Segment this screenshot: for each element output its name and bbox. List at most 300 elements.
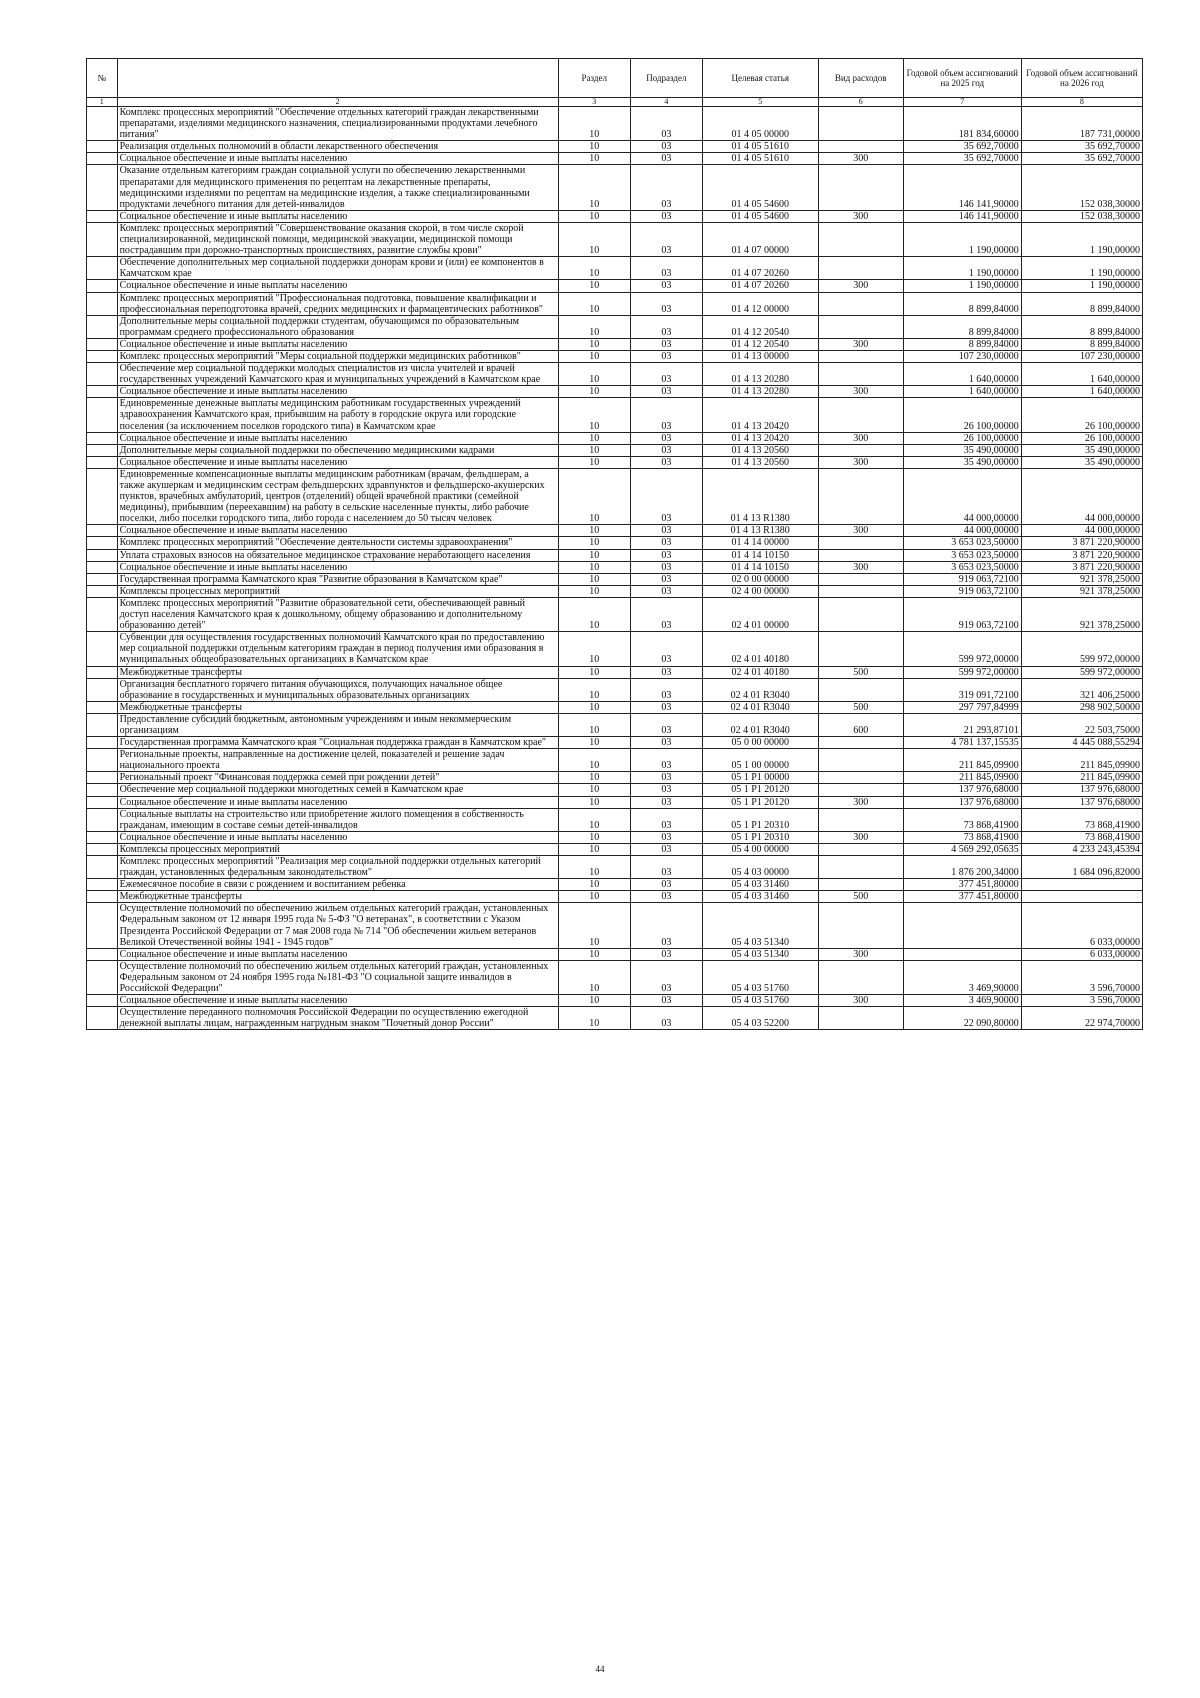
table-row — [87, 796, 1143, 808]
col-index: 3 — [558, 98, 630, 107]
cell-podrazdel: 03 — [630, 796, 702, 808]
cell-expense-type — [818, 141, 903, 153]
cell-expense-type — [818, 468, 903, 524]
cell-expense-type — [818, 737, 903, 749]
table-row — [87, 843, 1143, 855]
cell-amount-2025: 8 899,84000 — [903, 315, 1021, 338]
cell-target-article: 02 4 01 00000 — [702, 597, 818, 631]
cell-amount-2025: 1 640,00000 — [903, 386, 1021, 398]
cell-target-article: 01 4 12 00000 — [702, 292, 818, 315]
cell-podrazdel: 03 — [630, 165, 702, 210]
cell-name: Социальное обеспечение и иные выплаты населению — [117, 796, 558, 808]
table-row — [87, 107, 1143, 141]
cell-target-article: 05 1 P1 20310 — [702, 831, 818, 843]
table-row — [87, 856, 1143, 879]
table-row — [87, 678, 1143, 701]
cell-amount-2026: 73 868,41900 — [1021, 831, 1142, 843]
cell-podrazdel: 03 — [630, 107, 702, 141]
cell-amount-2026: 1 640,00000 — [1021, 363, 1142, 386]
cell-name: Социальное обеспечение и иные выплаты населению — [117, 995, 558, 1007]
cell-razdel: 10 — [558, 573, 630, 585]
col-index: 2 — [117, 98, 558, 107]
cell-num — [87, 856, 118, 879]
table-row — [87, 432, 1143, 444]
table-row — [87, 573, 1143, 585]
column-index-row — [87, 98, 1143, 107]
cell-num — [87, 784, 118, 796]
cell-razdel: 10 — [558, 749, 630, 772]
cell-amount-2025: 377 451,80000 — [903, 891, 1021, 903]
cell-podrazdel: 03 — [630, 363, 702, 386]
col-index: 5 — [702, 98, 818, 107]
table-row — [87, 737, 1143, 749]
cell-target-article: 01 4 13 00000 — [702, 350, 818, 362]
cell-num — [87, 831, 118, 843]
cell-podrazdel: 03 — [630, 386, 702, 398]
cell-num — [87, 891, 118, 903]
cell-num — [87, 843, 118, 855]
cell-name: Осуществление переданного полномочия Российской Федерации по осуществлению ежегодной денежной выплаты лицам, награжденным нагрудным знаком "Почетный донор России" — [117, 1007, 558, 1030]
cell-podrazdel: 03 — [630, 222, 702, 256]
cell-expense-type: 300 — [818, 456, 903, 468]
cell-expense-type — [818, 678, 903, 701]
cell-target-article: 05 4 03 51340 — [702, 903, 818, 948]
table-row — [87, 831, 1143, 843]
table-row — [87, 456, 1143, 468]
cell-target-article: 05 1 P1 20120 — [702, 784, 818, 796]
cell-num — [87, 280, 118, 292]
cell-podrazdel: 03 — [630, 280, 702, 292]
cell-num — [87, 597, 118, 631]
cell-amount-2026: 1 190,00000 — [1021, 222, 1142, 256]
table-row — [87, 891, 1143, 903]
cell-expense-type: 300 — [818, 338, 903, 350]
cell-expense-type — [818, 632, 903, 666]
table-row — [87, 398, 1143, 432]
cell-amount-2026: 44 000,00000 — [1021, 525, 1142, 537]
col-header-target-article: Целевая статья — [702, 59, 818, 98]
cell-amount-2026: 22 974,70000 — [1021, 1007, 1142, 1030]
cell-podrazdel: 03 — [630, 456, 702, 468]
cell-podrazdel: 03 — [630, 585, 702, 597]
cell-amount-2026: 35 692,70000 — [1021, 141, 1142, 153]
cell-expense-type — [818, 597, 903, 631]
cell-razdel: 10 — [558, 153, 630, 165]
cell-target-article: 05 1 P1 20310 — [702, 808, 818, 831]
cell-expense-type: 300 — [818, 948, 903, 960]
cell-expense-type: 300 — [818, 525, 903, 537]
cell-razdel: 10 — [558, 856, 630, 879]
table-row — [87, 597, 1143, 631]
cell-amount-2025: 146 141,90000 — [903, 165, 1021, 210]
cell-razdel: 10 — [558, 784, 630, 796]
cell-name: Обеспечение мер социальной поддержки молодых специалистов из числа учителей и врачей государственных учреждений Камчатского края и муниципальных учреждений в Камчатском крае — [117, 363, 558, 386]
cell-amount-2025: 3 653 023,50000 — [903, 537, 1021, 549]
cell-podrazdel: 03 — [630, 960, 702, 994]
cell-expense-type — [818, 843, 903, 855]
table-row — [87, 561, 1143, 573]
table-row — [87, 666, 1143, 678]
cell-num — [87, 350, 118, 362]
cell-expense-type — [818, 784, 903, 796]
cell-expense-type: 300 — [818, 210, 903, 222]
cell-amount-2026: 1 190,00000 — [1021, 280, 1142, 292]
cell-target-article: 01 4 13 20560 — [702, 456, 818, 468]
cell-amount-2026: 8 899,84000 — [1021, 315, 1142, 338]
table-row — [87, 537, 1143, 549]
cell-podrazdel: 03 — [630, 549, 702, 561]
cell-target-article: 01 4 05 00000 — [702, 107, 818, 141]
cell-amount-2025: 599 972,00000 — [903, 632, 1021, 666]
cell-name: Социальное обеспечение и иные выплаты населению — [117, 153, 558, 165]
cell-razdel: 10 — [558, 537, 630, 549]
cell-podrazdel: 03 — [630, 398, 702, 432]
cell-podrazdel: 03 — [630, 891, 702, 903]
cell-expense-type — [818, 107, 903, 141]
cell-amount-2026: 187 731,00000 — [1021, 107, 1142, 141]
cell-num — [87, 107, 118, 141]
cell-amount-2025: 319 091,72100 — [903, 678, 1021, 701]
cell-podrazdel: 03 — [630, 808, 702, 831]
cell-razdel: 10 — [558, 107, 630, 141]
cell-expense-type — [818, 444, 903, 456]
cell-name: Социальное обеспечение и иные выплаты населению — [117, 456, 558, 468]
cell-amount-2026: 4 445 088,55294 — [1021, 737, 1142, 749]
cell-podrazdel: 03 — [630, 561, 702, 573]
cell-amount-2025: 297 797,84999 — [903, 701, 1021, 713]
cell-num — [87, 737, 118, 749]
cell-num — [87, 386, 118, 398]
cell-expense-type — [818, 960, 903, 994]
table-row — [87, 525, 1143, 537]
cell-name: Организация бесплатного горячего питания обучающихся, получающих начальное общее образование в государственных и муниципальных образовательных организациях — [117, 678, 558, 701]
cell-target-article: 01 4 13 R1380 — [702, 525, 818, 537]
cell-expense-type — [818, 165, 903, 210]
cell-target-article: 01 4 05 54600 — [702, 165, 818, 210]
cell-podrazdel: 03 — [630, 210, 702, 222]
table-row — [87, 995, 1143, 1007]
cell-razdel: 10 — [558, 315, 630, 338]
cell-expense-type — [818, 537, 903, 549]
cell-amount-2025: 377 451,80000 — [903, 879, 1021, 891]
cell-target-article: 02 4 01 R3040 — [702, 701, 818, 713]
cell-target-article: 05 4 03 51760 — [702, 960, 818, 994]
cell-name: Осуществление полномочий по обеспечению жильем отдельных категорий граждан, установленных Федеральным законом от 24 ноября 1995 года №181-ФЗ "О социальной защите инвалидов в Российской Федерации" — [117, 960, 558, 994]
cell-expense-type — [818, 772, 903, 784]
cell-amount-2026: 73 868,41900 — [1021, 808, 1142, 831]
cell-amount-2025: 8 899,84000 — [903, 338, 1021, 350]
cell-name: Социальное обеспечение и иные выплаты населению — [117, 338, 558, 350]
cell-expense-type — [818, 363, 903, 386]
cell-num — [87, 549, 118, 561]
table-row — [87, 549, 1143, 561]
cell-amount-2025: 4 569 292,05635 — [903, 843, 1021, 855]
cell-podrazdel: 03 — [630, 831, 702, 843]
cell-amount-2026: 6 033,00000 — [1021, 948, 1142, 960]
cell-amount-2025: 137 976,68000 — [903, 796, 1021, 808]
cell-expense-type — [818, 573, 903, 585]
cell-expense-type — [818, 879, 903, 891]
cell-razdel: 10 — [558, 796, 630, 808]
cell-expense-type — [818, 222, 903, 256]
cell-razdel: 10 — [558, 737, 630, 749]
cell-name: Социальное обеспечение и иные выплаты населению — [117, 831, 558, 843]
cell-name: Оказание отдельным категориям граждан социальной услуги по обеспечению лекарственными препаратами для медицинского применения по рецептам на лекарственные препараты, медицинскими изделиями по рецептам на медицинские изделия, а также специализированными продуктами лечебного питания для детей-инвалидов — [117, 165, 558, 210]
cell-razdel: 10 — [558, 350, 630, 362]
cell-razdel: 10 — [558, 210, 630, 222]
cell-amount-2025: 146 141,90000 — [903, 210, 1021, 222]
table-row — [87, 948, 1143, 960]
cell-num — [87, 573, 118, 585]
table-row — [87, 701, 1143, 713]
cell-num — [87, 772, 118, 784]
table-row — [87, 363, 1143, 386]
budget-table-sheet — [86, 58, 1143, 1030]
cell-razdel: 10 — [558, 549, 630, 561]
cell-podrazdel: 03 — [630, 525, 702, 537]
col-header-number: № — [87, 59, 118, 98]
budget-table — [86, 58, 1143, 1030]
table-row — [87, 165, 1143, 210]
cell-target-article: 05 4 03 31460 — [702, 879, 818, 891]
cell-target-article: 01 4 13 20560 — [702, 444, 818, 456]
cell-target-article: 05 1 00 00000 — [702, 749, 818, 772]
cell-podrazdel: 03 — [630, 713, 702, 736]
cell-amount-2026: 599 972,00000 — [1021, 632, 1142, 666]
cell-podrazdel: 03 — [630, 632, 702, 666]
cell-razdel: 10 — [558, 338, 630, 350]
cell-razdel: 10 — [558, 561, 630, 573]
cell-podrazdel: 03 — [630, 573, 702, 585]
cell-razdel: 10 — [558, 398, 630, 432]
table-row — [87, 749, 1143, 772]
cell-amount-2025: 1 640,00000 — [903, 363, 1021, 386]
cell-razdel: 10 — [558, 280, 630, 292]
cell-podrazdel: 03 — [630, 856, 702, 879]
cell-name: Комплекс процессных мероприятий "Реализация мер социальной поддержки отдельных категорий граждан, установленных федеральным законодательством" — [117, 856, 558, 879]
cell-target-article: 02 4 01 40180 — [702, 666, 818, 678]
cell-num — [87, 468, 118, 524]
cell-expense-type: 500 — [818, 701, 903, 713]
cell-expense-type — [818, 1007, 903, 1030]
col-index: 7 — [903, 98, 1021, 107]
cell-podrazdel: 03 — [630, 537, 702, 549]
cell-razdel: 10 — [558, 257, 630, 280]
cell-amount-2025: 1 190,00000 — [903, 222, 1021, 256]
cell-razdel: 10 — [558, 386, 630, 398]
cell-num — [87, 585, 118, 597]
cell-expense-type: 300 — [818, 153, 903, 165]
cell-amount-2026: 26 100,00000 — [1021, 398, 1142, 432]
cell-target-article: 02 4 01 40180 — [702, 632, 818, 666]
cell-target-article: 05 4 03 00000 — [702, 856, 818, 879]
cell-razdel: 10 — [558, 995, 630, 1007]
cell-name: Социальное обеспечение и иные выплаты населению — [117, 386, 558, 398]
cell-target-article: 01 4 12 20540 — [702, 315, 818, 338]
cell-podrazdel: 03 — [630, 432, 702, 444]
cell-target-article: 01 4 07 00000 — [702, 222, 818, 256]
cell-num — [87, 701, 118, 713]
cell-amount-2025: 599 972,00000 — [903, 666, 1021, 678]
cell-target-article: 05 1 P1 00000 — [702, 772, 818, 784]
cell-num — [87, 808, 118, 831]
col-header-razdel: Раздел — [558, 59, 630, 98]
cell-num — [87, 903, 118, 948]
cell-amount-2025: 1 190,00000 — [903, 280, 1021, 292]
cell-amount-2026 — [1021, 891, 1142, 903]
cell-amount-2026: 211 845,09900 — [1021, 772, 1142, 784]
cell-name: Социальное обеспечение и иные выплаты населению — [117, 948, 558, 960]
cell-name: Межбюджетные трансферты — [117, 666, 558, 678]
cell-amount-2026: 8 899,84000 — [1021, 292, 1142, 315]
table-row — [87, 350, 1143, 362]
col-header-podrazdel: Подраздел — [630, 59, 702, 98]
table-row — [87, 468, 1143, 524]
cell-num — [87, 525, 118, 537]
cell-num — [87, 948, 118, 960]
cell-name: Дополнительные меры социальной поддержки по обеспечению медицинскими кадрами — [117, 444, 558, 456]
cell-podrazdel: 03 — [630, 772, 702, 784]
cell-target-article: 05 4 03 31460 — [702, 891, 818, 903]
cell-amount-2026 — [1021, 879, 1142, 891]
cell-amount-2026: 137 976,68000 — [1021, 796, 1142, 808]
cell-target-article: 01 4 05 54600 — [702, 210, 818, 222]
cell-razdel: 10 — [558, 879, 630, 891]
cell-amount-2025: 181 834,60000 — [903, 107, 1021, 141]
cell-amount-2025: 919 063,72100 — [903, 597, 1021, 631]
cell-amount-2026: 152 038,30000 — [1021, 210, 1142, 222]
cell-amount-2026: 599 972,00000 — [1021, 666, 1142, 678]
cell-amount-2026: 26 100,00000 — [1021, 432, 1142, 444]
cell-num — [87, 666, 118, 678]
cell-amount-2025: 44 000,00000 — [903, 525, 1021, 537]
cell-num — [87, 456, 118, 468]
cell-name: Социальное обеспечение и иные выплаты населению — [117, 561, 558, 573]
table-row — [87, 585, 1143, 597]
cell-razdel: 10 — [558, 525, 630, 537]
cell-amount-2026: 3 596,70000 — [1021, 960, 1142, 994]
cell-name: Социальное обеспечение и иные выплаты населению — [117, 280, 558, 292]
cell-num — [87, 222, 118, 256]
cell-target-article: 01 4 14 10150 — [702, 549, 818, 561]
cell-target-article: 01 4 13 20420 — [702, 432, 818, 444]
cell-podrazdel: 03 — [630, 141, 702, 153]
cell-amount-2026: 3 596,70000 — [1021, 995, 1142, 1007]
cell-name: Комплексы процессных мероприятий — [117, 585, 558, 597]
cell-amount-2025: 3 469,90000 — [903, 960, 1021, 994]
cell-num — [87, 879, 118, 891]
cell-name: Предоставление субсидий бюджетным, автономным учреждениям и иным некоммерческим организациям — [117, 713, 558, 736]
cell-podrazdel: 03 — [630, 737, 702, 749]
cell-amount-2025: 3 653 023,50000 — [903, 561, 1021, 573]
cell-razdel: 10 — [558, 585, 630, 597]
cell-amount-2026: 921 378,25000 — [1021, 585, 1142, 597]
table-row — [87, 632, 1143, 666]
table-row — [87, 772, 1143, 784]
col-index: 6 — [818, 98, 903, 107]
cell-num — [87, 141, 118, 153]
cell-name: Социальные выплаты на строительство или приобретение жилого помещения в собственность гражданам, имеющим в составе семьи детей-инвалидов — [117, 808, 558, 831]
cell-podrazdel: 03 — [630, 749, 702, 772]
cell-expense-type — [818, 350, 903, 362]
cell-amount-2026: 22 503,75000 — [1021, 713, 1142, 736]
cell-name: Комплекс процессных мероприятий "Обеспечение отдельных категорий граждан лекарственными препаратами, изделиями медицинского назначения, специализированными продуктами лечебного питания" — [117, 107, 558, 141]
cell-amount-2026: 107 230,00000 — [1021, 350, 1142, 362]
cell-amount-2026: 1 640,00000 — [1021, 386, 1142, 398]
cell-expense-type — [818, 903, 903, 948]
cell-expense-type: 300 — [818, 561, 903, 573]
cell-expense-type — [818, 398, 903, 432]
cell-num — [87, 632, 118, 666]
cell-razdel: 10 — [558, 701, 630, 713]
col-header-amount-2026: Годовой объем ассигнований на 2026 год — [1021, 59, 1142, 98]
cell-razdel: 10 — [558, 960, 630, 994]
cell-amount-2026: 152 038,30000 — [1021, 165, 1142, 210]
cell-amount-2025: 211 845,09900 — [903, 772, 1021, 784]
cell-name: Региональные проекты, направленные на достижение целей, показателей и решение задач национального проекта — [117, 749, 558, 772]
cell-razdel: 10 — [558, 456, 630, 468]
table-row — [87, 808, 1143, 831]
cell-target-article: 05 1 P1 20120 — [702, 796, 818, 808]
cell-amount-2025: 919 063,72100 — [903, 585, 1021, 597]
cell-target-article: 05 0 00 00000 — [702, 737, 818, 749]
cell-podrazdel: 03 — [630, 701, 702, 713]
cell-amount-2026: 4 233 243,45394 — [1021, 843, 1142, 855]
cell-target-article: 01 4 14 10150 — [702, 561, 818, 573]
cell-name: Межбюджетные трансферты — [117, 891, 558, 903]
table-row — [87, 210, 1143, 222]
cell-expense-type: 300 — [818, 831, 903, 843]
cell-amount-2026: 35 692,70000 — [1021, 153, 1142, 165]
table-row — [87, 1007, 1143, 1030]
cell-podrazdel: 03 — [630, 597, 702, 631]
cell-amount-2025: 21 293,87101 — [903, 713, 1021, 736]
col-index: 4 — [630, 98, 702, 107]
cell-num — [87, 537, 118, 549]
cell-target-article: 01 4 13 R1380 — [702, 468, 818, 524]
cell-expense-type: 300 — [818, 995, 903, 1007]
cell-expense-type — [818, 549, 903, 561]
cell-num — [87, 153, 118, 165]
table-row — [87, 141, 1143, 153]
cell-target-article: 02 0 00 00000 — [702, 573, 818, 585]
table-row — [87, 444, 1143, 456]
cell-num — [87, 432, 118, 444]
cell-num — [87, 398, 118, 432]
cell-amount-2026: 137 976,68000 — [1021, 784, 1142, 796]
cell-name: Комплексы процессных мероприятий — [117, 843, 558, 855]
table-row — [87, 222, 1143, 256]
cell-target-article: 01 4 13 20280 — [702, 386, 818, 398]
cell-expense-type — [818, 749, 903, 772]
cell-amount-2025: 137 976,68000 — [903, 784, 1021, 796]
cell-name: Межбюджетные трансферты — [117, 701, 558, 713]
cell-amount-2025: 22 090,80000 — [903, 1007, 1021, 1030]
table-row — [87, 879, 1143, 891]
table-row — [87, 280, 1143, 292]
cell-podrazdel: 03 — [630, 315, 702, 338]
cell-amount-2026: 6 033,00000 — [1021, 903, 1142, 948]
cell-target-article: 01 4 05 51610 — [702, 153, 818, 165]
table-row — [87, 960, 1143, 994]
cell-target-article: 01 4 07 20260 — [702, 280, 818, 292]
col-header-amount-2025: Годовой объем ассигнований на 2025 год — [903, 59, 1021, 98]
cell-podrazdel: 03 — [630, 784, 702, 796]
cell-name: Комплекс процессных мероприятий "Профессиональная подготовка, повышение квалификации и профессиональная переподготовка врачей, средних медицинских и фармацевтических работников" — [117, 292, 558, 315]
cell-target-article: 05 4 03 51760 — [702, 995, 818, 1007]
cell-expense-type: 600 — [818, 713, 903, 736]
cell-razdel: 10 — [558, 903, 630, 948]
